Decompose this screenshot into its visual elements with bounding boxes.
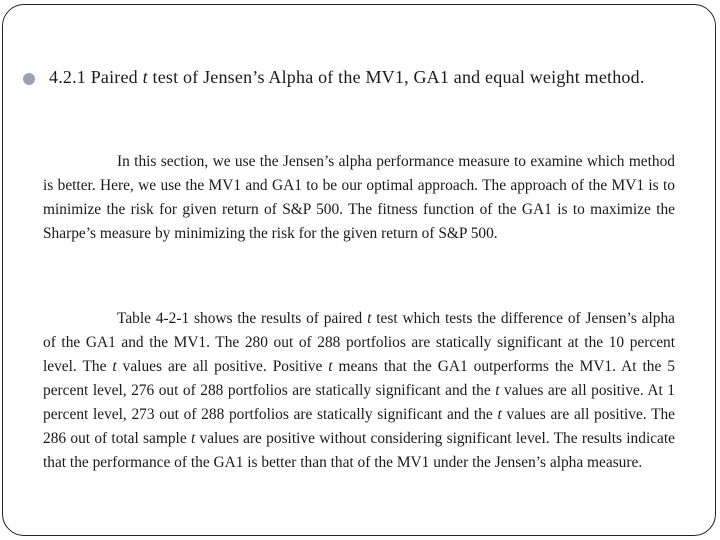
results-text: values are positive without considering significant level. The results indicate that the performance of the GA1 is better than that of the MV1 under the Jensen’s alpha measure. [43,430,675,471]
results-text: values are all positive. The 286 out of total sample [43,406,675,447]
bullet-dot-icon [23,73,35,85]
section-heading [49,65,655,90]
heading-text: 4.2.1 Paired [49,67,143,87]
t-italic: t [328,358,333,375]
heading-bullet [23,65,675,90]
t-italic: t [497,406,502,423]
paragraph-intro-text: In this section, we use the Jensen’s alpha performance measure to examine which method is better. Here, we use the MV1 and GA1 to be our optimal approach. The approach of the MV1 is to minimize the risk for given return of S&P 500. The fitness function of the GA1 is to maximize the Sharpe’s measure by minimizing the risk for the given return of S&P 500. [43,153,675,242]
paragraph-intro [43,150,675,246]
results-text: means that the GA1 outperforms the MV1. At the 5 percent level, 276 out of 288 portfolios are statically significant and the [43,358,675,399]
slide-frame [2,4,716,536]
paragraph-results [43,307,675,475]
t-italic: t [495,382,500,399]
t-italic: t [190,430,196,447]
heading-text-rest: test of Jensen’s Alpha of the MV1, GA1 and equal weight method. [147,67,645,87]
results-text: Table 4-2-1 shows the results of paired [117,310,368,327]
results-text: test which tests the difference of Jensen’s alpha of the GA1 and the MV1. The 280 out of 288 portfolios are statically significant at the 10 percent level. The [43,310,675,375]
t-italic: t [367,310,372,327]
results-text: values are all positive. Positive [116,358,329,375]
t-italic: t [112,358,117,375]
results-text: values are all positive. At 1 percent level, 273 out of 288 portfolios are statically significant and the [43,382,675,423]
heading-t-italic: t [142,67,148,87]
